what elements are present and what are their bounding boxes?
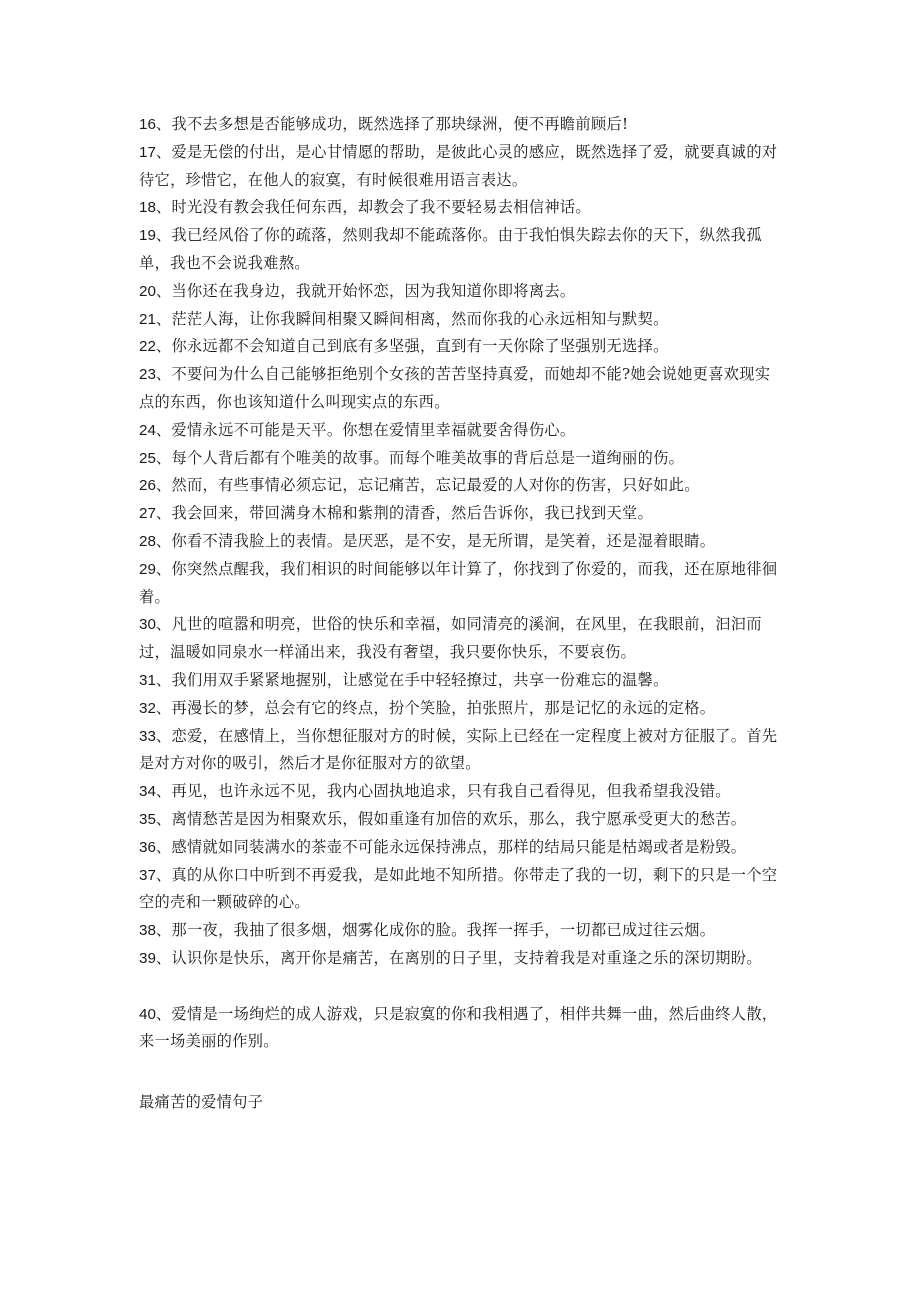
quote-separator: 、 [155, 115, 172, 133]
quote-number: 40 [139, 1005, 156, 1023]
quote-separator: 、 [155, 698, 172, 717]
quote-separator: 、 [155, 531, 172, 550]
quote-text: 你看不清我脸上的表情。是厌恶，是不安，是无所谓，是笑着，还是湿着眼睛。 [171, 531, 716, 550]
quote-separator: 、 [155, 309, 172, 328]
quote-item [139, 778, 784, 806]
quote-item [139, 361, 784, 417]
quote-item [139, 139, 784, 195]
quote-separator: 、 [155, 281, 172, 300]
document-body [139, 111, 784, 1117]
quote-text: 恋爱，在感情上，当你想征服对方的时候，实际上已经在一定程度上被对方征服了。首先是对方对你的吸引，然后才是你征服对方的欲望。 [139, 726, 778, 773]
quote-separator: 、 [155, 365, 172, 384]
quote-item [139, 528, 784, 556]
quote-separator: 、 [155, 337, 172, 356]
quote-item [139, 695, 784, 723]
quote-item [139, 445, 784, 473]
quote-number: 16 [139, 116, 156, 133]
quote-separator: 、 [155, 476, 172, 495]
quote-text: 每个人背后都有个唯美的故事。而每个唯美故事的背后总是一道绚丽的伤。 [171, 448, 685, 467]
quote-text: 再漫长的梦，总会有它的终点，扮个笑脸，拍张照片，那是记忆的永远的定格。 [171, 698, 716, 717]
quote-item [139, 111, 784, 139]
quote-text: 认识你是快乐，离开你是痛苦，在离别的日子里，支持着我是对重逢之乐的深切期盼。 [171, 948, 762, 967]
quote-number: 24 [139, 421, 156, 439]
quote-separator: 、 [155, 504, 172, 523]
quote-number: 27 [139, 505, 156, 523]
quote-separator: 、 [155, 809, 172, 828]
quote-number: 22 [139, 338, 156, 356]
quote-item [139, 834, 784, 862]
quote-number: 26 [139, 477, 156, 495]
quote-text: 那一夜，我抽了很多烟，烟雾化成你的脸。我挥一挥手，一切都已成过往云烟。 [171, 921, 716, 940]
quote-item [139, 806, 784, 834]
quote-text: 不要问为什么自己能够拒绝别个女孩的苦苦坚持真爱，而她却不能?她会说她更喜欢现实点的东西，你也该知道什么叫现实点的东西。 [139, 365, 771, 411]
quote-text: 我会回来，带回满身木棉和紫荆的清香，然后告诉你，我已找到天堂。 [171, 504, 654, 523]
quote-number: 32 [139, 699, 156, 717]
quote-number: 35 [139, 810, 156, 828]
quote-text: 感情就如同装满水的茶壶不可能永远保持沸点，那样的结局只能是枯竭或者是粉毁。 [171, 837, 747, 856]
quote-separator: 、 [155, 420, 172, 439]
quote-item [139, 472, 784, 500]
quote-number: 34 [139, 783, 156, 801]
quote-separator: 、 [155, 670, 172, 689]
quote-number: 23 [139, 366, 156, 384]
quote-separator: 、 [155, 865, 172, 884]
quote-number: 36 [139, 838, 156, 856]
quote-number: 38 [139, 922, 156, 940]
quote-text: 我们用双手紧紧地握别，让感觉在手中轻轻撩过，共享一份难忘的温馨。 [171, 670, 669, 689]
quote-item [139, 500, 784, 528]
quote-number: 18 [139, 199, 156, 217]
quote-item [139, 222, 784, 278]
quote-number: 33 [139, 727, 156, 745]
quote-separator: 、 [155, 559, 172, 578]
quote-separator: 、 [155, 198, 172, 217]
quote-text: 你突然点醒我，我们相识的时间能够以年计算了，你找到了你爱的，而我，还在原地徘徊着。 [139, 559, 778, 606]
quote-separator: 、 [155, 782, 172, 801]
quote-number: 25 [139, 449, 156, 467]
quote-number: 39 [139, 949, 156, 967]
paragraph-gap [139, 973, 784, 1001]
quote-text: 我已经风俗了你的疏落，然则我却不能疏落你。由于我怕惧失踪去你的天下，纵然我孤单，我也不会说我难熬。 [139, 226, 762, 272]
quote-separator: 、 [155, 837, 172, 856]
quote-item [139, 306, 784, 334]
quote-number: 29 [139, 560, 156, 578]
quote-item [139, 723, 784, 779]
quote-separator: 、 [155, 142, 172, 161]
quote-separator: 、 [155, 948, 172, 967]
quote-text: 当你还在我身边，我就开始怀恋，因为我知道你即将离去。 [171, 281, 576, 300]
quote-number: 19 [139, 227, 156, 245]
quote-text: 真的从你口中听到不再爱我，是如此地不知所措。你带走了我的一切，剩下的只是一个空空的壳和一颗破碎的心。 [139, 865, 778, 912]
section-heading: 最痛苦的爱情句子 [139, 1093, 264, 1112]
quote-item [139, 862, 784, 918]
quote-item [139, 333, 784, 361]
quote-item [139, 194, 784, 222]
quote-number: 31 [139, 671, 156, 689]
quote-number: 17 [139, 143, 156, 161]
quote-separator: 、 [155, 1004, 172, 1023]
quote-number: 20 [139, 282, 156, 300]
quote-text: 茫茫人海，让你我瞬间相聚又瞬间相离，然而你我的心永远相知与默契。 [171, 309, 669, 328]
quote-number: 28 [139, 532, 156, 550]
quote-text: 我不去多想是否能够成功，既然选择了那块绿洲，便不再瞻前顾后! [171, 115, 629, 133]
quote-text: 爱情是一场绚烂的成人游戏，只是寂寞的你和我相遇了，相伴共舞一曲，然后曲终人散，来一场美丽的作别。 [139, 1004, 778, 1051]
quote-item [139, 417, 784, 445]
quote-number: 21 [139, 310, 156, 328]
quote-separator: 、 [155, 226, 172, 245]
quote-text: 离情愁苦是因为相聚欢乐，假如重逢有加倍的欢乐，那么，我宁愿承受更大的愁苦。 [171, 809, 747, 828]
quote-item [139, 667, 784, 695]
quote-text: 爱是无偿的付出，是心甘情愿的帮助，是彼此心灵的感应，既然选择了爱，就要真诚的对待它，珍惜它，在他人的寂寞，有时候很难用语言表达。 [139, 142, 778, 189]
quote-separator: 、 [155, 448, 172, 467]
quote-text: 凡世的喧嚣和明亮，世俗的快乐和幸福，如同清亮的溪涧，在风里，在我眼前，汩汩而过，温暖如同泉水一样涌出来，我没有奢望，我只要你快乐，不要哀伤。 [139, 615, 762, 662]
quote-item [139, 945, 784, 973]
quote-item [139, 1001, 784, 1057]
quote-text: 时光没有教会我任何东西，却教会了我不要轻易去相信神话。 [171, 198, 591, 217]
quote-text: 然而，有些事情必须忘记，忘记痛苦，忘记最爱的人对你的伤害，只好如此。 [171, 476, 700, 495]
quote-separator: 、 [155, 921, 172, 940]
quote-separator: 、 [155, 726, 172, 745]
quote-text: 再见，也许永远不见，我内心固执地追求，只有我自己看得见，但我希望我没错。 [171, 782, 731, 801]
quote-item [139, 278, 784, 306]
quote-item [139, 611, 784, 667]
quote-item [139, 917, 784, 945]
quote-separator: 、 [155, 615, 172, 634]
quote-number: 37 [139, 866, 156, 884]
quote-number: 30 [139, 616, 156, 634]
quote-text: 爱情永远不可能是天平。你想在爱情里幸福就要舍得伤心。 [171, 420, 576, 439]
quote-text: 你永远都不会知道自己到底有多坚强，直到有一天你除了坚强别无选择。 [171, 337, 669, 356]
quote-item [139, 556, 784, 612]
